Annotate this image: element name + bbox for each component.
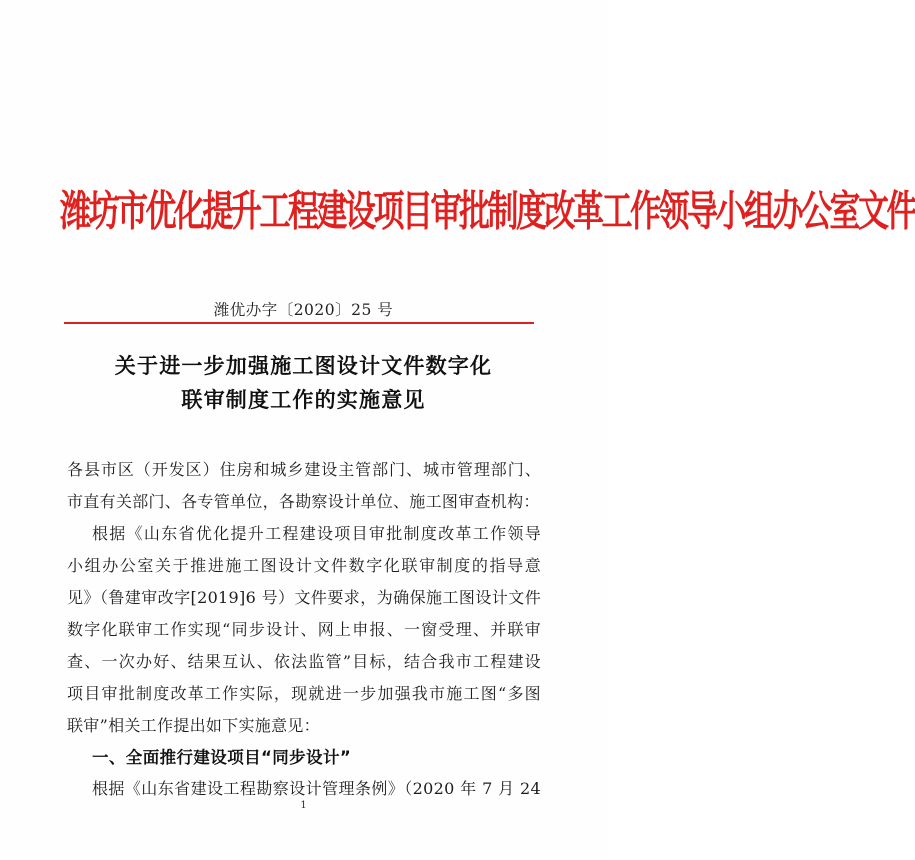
document-title-line-1: 关于进一步加强施工图设计文件数字化	[114, 353, 493, 378]
page-number: 1	[300, 800, 307, 811]
section-heading: 一、全面推行建设项目“同步设计”	[92, 748, 352, 767]
paragraph-line: 数字化联审工作实现“同步设计、网上申报、一窗受理、并联审	[67, 620, 541, 639]
red-masthead-title: 潍坊市优化提升工程建设项目审批制度改革工作领导小组办公室文件	[60, 187, 915, 237]
document-title-line-2: 联审制度工作的实施意见	[181, 387, 426, 412]
red-divider-line	[64, 322, 534, 324]
paragraph-line: 项目审批制度改革工作实际，现就进一步加强我市施工图“多图	[67, 684, 541, 703]
paragraph-line: 查、一次办好、结果互认、依法监管”目标，结合我市工程建设	[67, 652, 541, 671]
paragraph-line: 根据《山东省优化提升工程建设项目审批制度改革工作领导	[92, 524, 541, 543]
document-number: 潍优办字〔2020〕25 号	[213, 301, 394, 319]
paragraph-line: 见》（鲁建审改字[2019]6 号）文件要求，为确保施工图设计文件	[67, 588, 541, 607]
addressee-line-2: 市直有关部门、各专管单位，各勘察设计单位、施工图审查机构：	[67, 492, 540, 511]
addressee-line-1: 各县市区（开发区）住房和城乡建设主管部门、城市管理部门、	[67, 460, 541, 479]
paragraph-line: 根据《山东省建设工程勘察设计管理条例》（2020 年 7 月 24	[92, 779, 541, 798]
paragraph-line: 小组办公室关于推进施工图设计文件数字化联审制度的指导意	[67, 556, 541, 575]
paragraph-line: 联审”相关工作提出如下实施意见：	[67, 716, 320, 735]
